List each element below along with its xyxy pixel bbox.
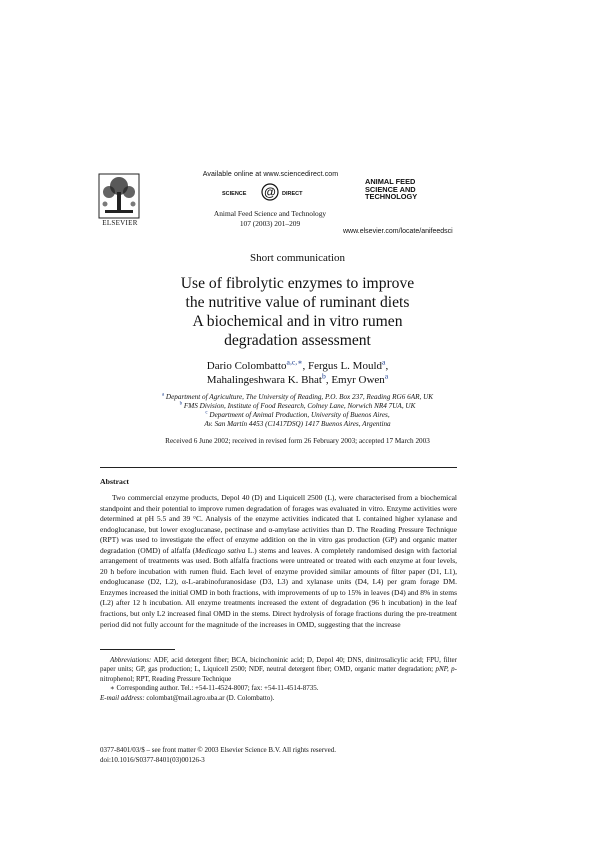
abbreviations-text: ADF, acid detergent fiber; BCA, bicinchoninic acid; D, Depol 40; DNS, dinitrosalicylic acid; FPU, filter paper units; GP, gas production; L, Liquicell 2500; NDF, neutral detergent fiber; OMD, organic matter degradation; xyxy=(100,656,457,674)
affiliation-label: c xyxy=(205,410,208,416)
corresponding-star[interactable]: ∗ xyxy=(297,357,303,367)
abstract-text: L.) stems and leaves. A completely randomised design with factorial arrangement of treatments was used. Both alfalfa fractions were untreated or treated with each enzyme at four levels, 20 h before incubation with rumen fluid. Each level of enzyme provided similar amounts of filter paper (D1, L1), endoglucanase (D2, L2), α-L-arabinofuranosidase (D3, L3) and xylanase units (D4, L4) per gram forage DM. Enzymes increased the initial OMD in both fractions, with improvements of up to 15% in leaves (D4) and 8% in stems (L2) after 12 h incubation. All enzyme treatments increased the extent of degradation (96 h incubation) in the leaf fractions, but only L2 increased final OMD in the stems. Direct hydrolysis of forage fractions during the pre-treatment period did not fully account for the magnitude of the increases in OMD, suggesting that the increase xyxy=(100,545,458,629)
svg-text:DIRECT: DIRECT xyxy=(282,191,303,197)
article-dates: Received 6 June 2002; received in revised form 26 February 2003; accepted 17 March 2003 xyxy=(165,437,430,445)
doi-line[interactable]: doi:10.1016/S0377-8401(03)00126-3 xyxy=(100,755,205,764)
abbreviations-footnote xyxy=(100,656,457,684)
affiliations xyxy=(100,393,495,429)
affiliation xyxy=(100,420,495,429)
corresponding-footnote: ∗ Corresponding author. Tel.: +54-11-4524-8007; fax: +54-11-4514-8735. xyxy=(110,684,319,693)
email-label: E-mail address: xyxy=(100,693,145,702)
affiliation xyxy=(100,411,495,420)
affiliation xyxy=(100,393,495,402)
abbreviations-italic: pNP, p xyxy=(435,665,455,674)
abstract-top-rule xyxy=(100,467,457,468)
article-title xyxy=(100,274,495,350)
article-type: Short communication xyxy=(249,252,345,264)
abstract-body xyxy=(100,493,457,630)
author-separator: , xyxy=(385,360,389,372)
publisher-name: ELSEVIER xyxy=(102,219,138,227)
author-name[interactable]: Mahalingeshwara K. Bhat xyxy=(206,374,322,386)
author-separator: , xyxy=(302,360,308,372)
available-online-text[interactable]: Available online at www.sciencedirect.com xyxy=(202,171,339,178)
affiliation-text: Department of Animal Production, University of Buenos Aires, xyxy=(209,411,390,419)
title-line: Use of fibrolytic enzymes to improve xyxy=(180,275,415,292)
footnotes xyxy=(100,656,457,703)
abstract-paragraph xyxy=(100,493,457,630)
affiliation-label: b xyxy=(179,401,183,407)
copyright-block xyxy=(100,746,457,766)
title-line: A biochemical and in vitro rumen xyxy=(192,313,403,330)
author-line-2 xyxy=(100,373,495,387)
author-affil-sup[interactable]: a xyxy=(382,357,386,367)
author-affil-sup[interactable]: a xyxy=(384,371,389,381)
abstract-text-italic: Medicago sativa xyxy=(195,545,246,555)
abbreviations-label: Abbreviations: xyxy=(110,656,152,664)
email-address[interactable]: colombat@mail.agro.uba.ar (D. Colombatto). xyxy=(144,693,275,702)
author-line-1 xyxy=(100,359,495,373)
author-affil-sup[interactable]: a,c, xyxy=(286,357,298,367)
author-affil-sup[interactable]: b xyxy=(321,371,326,381)
copyright-line: 0377-8401/03/$ – see front matter © 2003 Elsevier Science B.V. All rights reserved. xyxy=(100,746,336,754)
author-list xyxy=(100,359,495,387)
abstract-heading: Abstract xyxy=(100,477,130,486)
sciencedirect-mark-icon xyxy=(220,181,320,203)
title-line: the nutritive value of ruminant diets xyxy=(185,294,410,311)
abbreviations-tail: -nitrophenol; RPT, Reading Pressure Technique xyxy=(100,665,458,683)
journal-name[interactable]: Animal Feed Science and Technology xyxy=(213,209,327,218)
abstract-text: Two commercial enzyme products, Depol 40 (D) and Liquicell 2500 (L), were characterised from a biochemical standpoint and their potential to improve rumen degradation of forages was evaluated in vitro. Enzyme activities were determined at pH 5.5 and 39 °C. Analysis of the enzyme activities indicated that L contained higher xylanase and endoglucanase, but lower exoglucanase, pectinase and α-amylase activities than D. The Reading Pressure Technique (RPT) was used to investigate the effect of enzyme addition on the in vitro gas production (GP) and organic matter degradation (OMD) of alfalfa ( xyxy=(100,493,457,555)
affiliation-label: a xyxy=(161,392,165,398)
affiliation-text: FMS Division, Institute of Food Research, Colney Lane, Norwich NR4 7UA, UK xyxy=(183,402,416,410)
journal-logo-line-2: SCIENCE AND xyxy=(365,184,416,194)
affiliation-text: Av. San Martín 4453 (C1417DSQ) 1417 Buenos Aires, Argentina xyxy=(204,420,391,428)
author-name[interactable]: Emyr Owen xyxy=(331,374,385,386)
journal-issue: 107 (2003) 201–209 xyxy=(239,219,301,228)
elsevier-tree-logo xyxy=(97,172,141,220)
sd-left: SCIENCE xyxy=(222,191,247,197)
journal-logo xyxy=(365,178,465,201)
author-separator: , xyxy=(325,374,332,386)
title-line: degradation assessment xyxy=(224,332,371,349)
journal-url[interactable]: www.elsevier.com/locate/anifeedsci xyxy=(343,228,453,235)
sciencedirect-logo xyxy=(220,181,320,203)
author-name[interactable]: Fergus L. Mould xyxy=(307,360,383,372)
svg-text:@: @ xyxy=(264,185,276,199)
footnote-rule xyxy=(100,649,175,650)
journal-logo-line-1: ANIMAL FEED xyxy=(365,177,416,186)
affiliation xyxy=(100,402,495,411)
journal-logo-line-3: TECHNOLOGY xyxy=(365,192,418,202)
affiliation-text: Department of Agriculture, The University of Reading, P.O. Box 237, Reading RG6 6AR, UK xyxy=(165,393,434,401)
author-name[interactable]: Dario Colombatto xyxy=(206,360,287,372)
email-footnote xyxy=(100,694,457,703)
journal-citation xyxy=(180,209,360,229)
